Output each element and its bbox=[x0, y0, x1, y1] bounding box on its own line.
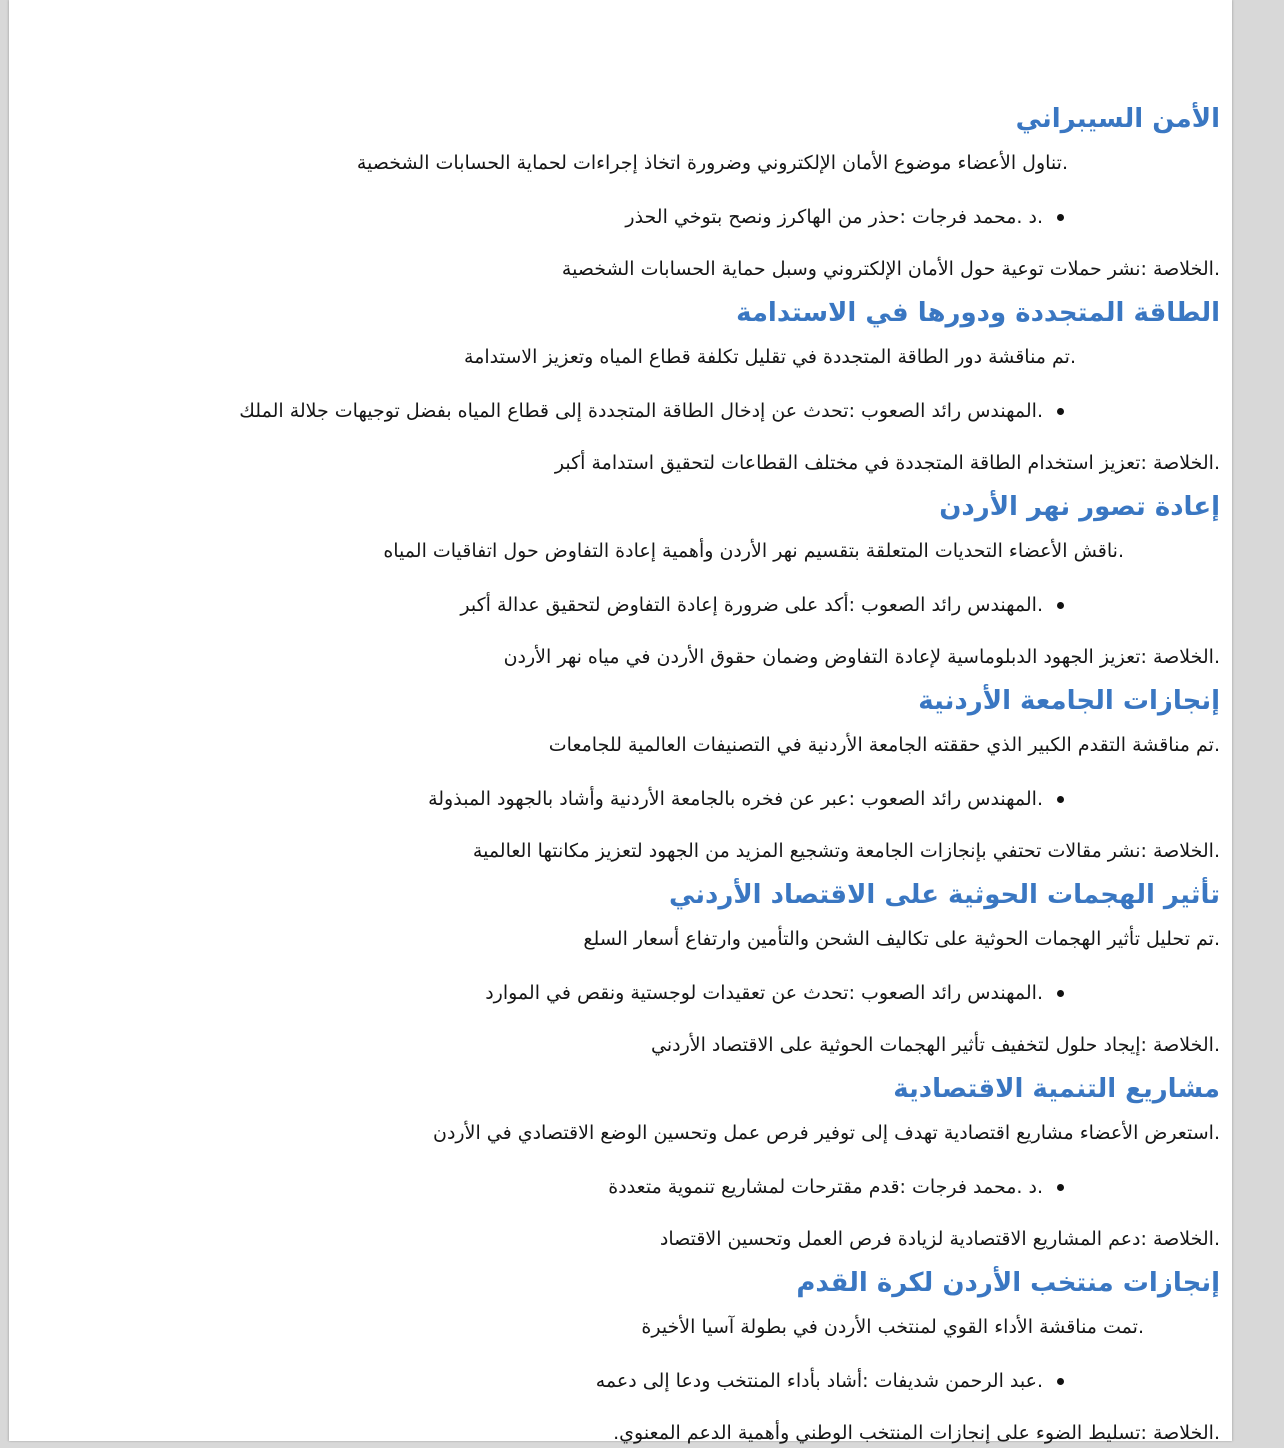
section-body: .تم مناقشة دور الطاقة المتجددة في تقليل تكلفة قطاع المياه وتعزيز الاستدامة bbox=[464, 346, 1076, 368]
section-cyber-security bbox=[39, 102, 1220, 284]
section-summary: .الخلاصة :نشر حملات توعية حول الأمان الإلكتروني وسبل حماية الحسابات الشخصية bbox=[561, 258, 1220, 280]
bullet-text: .د .محمد فرجات :قدم مقترحات لمشاريع تنموية متعددة bbox=[608, 1176, 1043, 1198]
bullet-item bbox=[39, 978, 1220, 1008]
bullet-icon bbox=[1057, 990, 1064, 997]
section-body: .تم مناقشة التقدم الكبير الذي حققته الجامعة الأردنية في التصنيفات العالمية للجامعات bbox=[548, 734, 1220, 756]
section-body: .تمت مناقشة الأداء القوي لمنتخب الأردن في بطولة آسيا الأخيرة bbox=[641, 1316, 1144, 1338]
section-summary: .الخلاصة :تعزيز الجهود الدبلوماسية لإعادة التفاوض وضمان حقوق الأردن في مياه نهر الأردن bbox=[503, 646, 1220, 668]
section-heading: إنجازات منتخب الأردن لكرة القدم bbox=[796, 1268, 1220, 1298]
bullet-item bbox=[39, 784, 1220, 814]
section-renewable-energy bbox=[39, 296, 1220, 478]
section-heading: الأمن السيبراني bbox=[1015, 104, 1220, 134]
section-heading: إعادة تصور نهر الأردن bbox=[939, 492, 1220, 522]
section-summary: .الخلاصة :تسليط الضوء على إنجازات المنتخب الوطني وأهمية الدعم المعنوي. bbox=[613, 1422, 1220, 1444]
section-economic-projects bbox=[39, 1072, 1220, 1254]
section-jordan-river bbox=[39, 490, 1220, 672]
bullet-icon bbox=[1057, 796, 1064, 803]
bullet-icon bbox=[1057, 1378, 1064, 1385]
section-heading: إنجازات الجامعة الأردنية bbox=[918, 686, 1220, 716]
section-summary: .الخلاصة :تعزيز استخدام الطاقة المتجددة في مختلف القطاعات لتحقيق استدامة أكبر bbox=[554, 452, 1220, 474]
section-summary: .الخلاصة :نشر مقالات تحتفي بإنجازات الجامعة وتشجيع المزيد من الجهود لتعزيز مكانتها العالمية bbox=[472, 840, 1220, 862]
section-body: .استعرض الأعضاء مشاريع اقتصادية تهدف إلى توفير فرص عمل وتحسين الوضع الاقتصادي في الأردن bbox=[433, 1122, 1220, 1144]
section-heading: تأثير الهجمات الحوثية على الاقتصاد الأردني bbox=[668, 880, 1220, 910]
bullet-item bbox=[39, 202, 1220, 232]
bullet-icon bbox=[1057, 214, 1064, 221]
section-heading: الطاقة المتجددة ودورها في الاستدامة bbox=[736, 298, 1220, 328]
section-body: .تناول الأعضاء موضوع الأمان الإلكتروني وضرورة اتخاذ إجراءات لحماية الحسابات الشخصية bbox=[356, 152, 1068, 174]
bullet-text: .عبد الرحمن شديفات :أشاد بأداء المنتخب ودعا إلى دعمه bbox=[595, 1370, 1043, 1392]
document-content bbox=[9, 0, 1232, 1448]
section-houthi-impact bbox=[39, 878, 1220, 1060]
bullet-item bbox=[39, 1172, 1220, 1202]
bullet-text: .المهندس رائد الصعوب :تحدث عن إدخال الطاقة المتجددة إلى قطاع المياه بفضل توجيهات جلالة الملك bbox=[239, 400, 1043, 422]
bullet-text: .د .محمد فرجات :حذر من الهاكرز ونصح بتوخي الحذر bbox=[625, 206, 1043, 228]
bullet-item bbox=[39, 590, 1220, 620]
section-football-achievements bbox=[39, 1266, 1220, 1448]
bullet-text: .المهندس رائد الصعوب :أكد على ضرورة إعادة التفاوض لتحقيق عدالة أكبر bbox=[460, 594, 1043, 616]
section-university-achievements bbox=[39, 684, 1220, 866]
bullet-text: .المهندس رائد الصعوب :عبر عن فخره بالجامعة الأردنية وأشاد بالجهود المبذولة bbox=[428, 788, 1043, 810]
document-page bbox=[9, 0, 1232, 1444]
section-body: .تم تحليل تأثير الهجمات الحوثية على تكاليف الشحن والتأمين وارتفاع أسعار السلع bbox=[583, 928, 1220, 950]
bullet-item bbox=[39, 396, 1220, 426]
bullet-icon bbox=[1057, 408, 1064, 415]
section-heading: مشاريع التنمية الاقتصادية bbox=[893, 1074, 1220, 1104]
bullet-text: .المهندس رائد الصعوب :تحدث عن تعقيدات لوجستية ونقص في الموارد bbox=[485, 982, 1043, 1004]
section-summary: .الخلاصة :دعم المشاريع الاقتصادية لزيادة فرص العمل وتحسين الاقتصاد bbox=[659, 1228, 1220, 1250]
section-summary: .الخلاصة :إيجاد حلول لتخفيف تأثير الهجمات الحوثية على الاقتصاد الأردني bbox=[650, 1034, 1220, 1056]
bullet-icon bbox=[1057, 1184, 1064, 1191]
section-body: .ناقش الأعضاء التحديات المتعلقة بتقسيم نهر الأردن وأهمية إعادة التفاوض حول اتفاقيات المياه bbox=[383, 540, 1124, 562]
bullet-item bbox=[39, 1366, 1220, 1396]
bullet-icon bbox=[1057, 602, 1064, 609]
